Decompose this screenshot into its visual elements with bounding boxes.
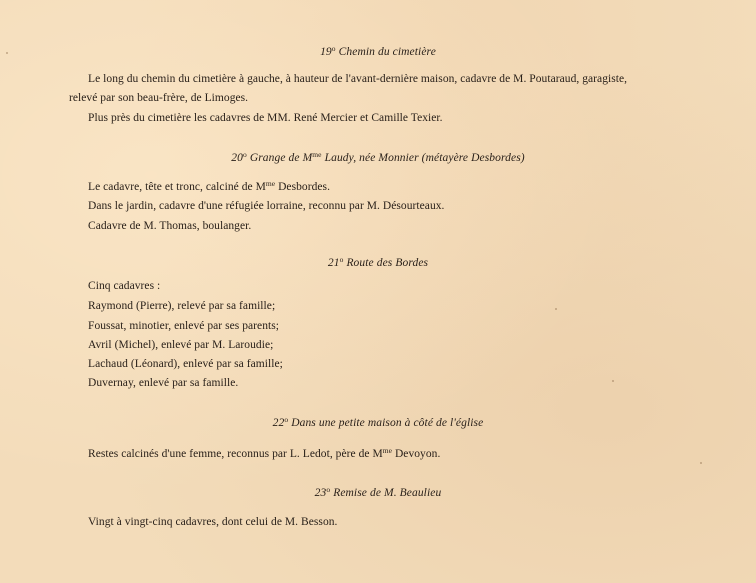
text-sup: me [265,179,276,188]
text-part: Restes calcinés d'une femme, reconnus par L. Ledot, père de M [88,448,383,460]
section-number: 20 [231,152,243,164]
paragraph-line [88,446,440,460]
paper-speck [700,462,702,464]
section-title: Route des Bordes [346,257,429,269]
section-23-heading [0,485,756,499]
section-title-rest: Laudy, née Monnier (métayère Desbordes) [324,152,525,164]
section-title: Grange de M [249,152,313,164]
paragraph-line [88,179,330,193]
section-number: 19 [320,46,332,58]
paragraph-line: Lachaud (Léonard), enlevé par sa famille; [88,358,283,370]
section-number: 21 [327,257,340,269]
section-19-heading [0,44,756,58]
section-number-sup: o [326,485,331,494]
paragraph-line: Raymond (Pierre), relevé par sa famille; [88,300,276,312]
section-21-heading [0,255,756,269]
paragraph-line: Avril (Michel), enlevé par M. Laroudie; [88,339,274,351]
section-title: Chemin du cimetière [338,46,436,58]
section-number: 22 [272,417,285,429]
paper-speck [555,308,557,310]
section-number: 23 [314,487,327,499]
paper-speck [612,380,614,382]
text-part: Desbordes. [278,181,330,193]
paragraph-line: Duvernay, enlevé par sa famille. [88,377,239,389]
section-number-sup: o [339,255,344,264]
paragraph-line: relevé par son beau-frère, de Limoges. [69,92,249,104]
section-20-heading [0,150,756,164]
paragraph-line: Foussat, minotier, enlevé par ses parents; [88,320,280,332]
section-number-sup: o [331,44,336,53]
section-title: Remise de M. Beaulieu [333,487,442,499]
paragraph-line: Dans le jardin, cadavre d'une réfugiée lorraine, reconnu par M. Désourteaux. [88,200,445,212]
paragraph-line: Cadavre de M. Thomas, boulanger. [88,220,252,232]
paper-speck [6,52,8,54]
section-22-heading [0,415,756,429]
text-part: Le cadavre, tête et tronc, calciné de M [88,181,266,193]
paragraph-line: Vingt à vingt-cinq cadavres, dont celui de M. Besson. [88,516,338,528]
section-number-sup: o [242,150,247,159]
text-part: Devoyon. [394,448,441,460]
text-sup: me [382,446,393,455]
title-sup: me [312,150,322,159]
section-number-sup: o [284,415,289,424]
paragraph-line: Cinq cadavres : [88,280,161,292]
section-title: Dans une petite maison à côté de l'église [291,417,484,429]
paragraph-line: Le long du chemin du cimetière à gauche, à hauteur de l'avant-dernière maison, cadavre de M. Poutaraud, garagiste, [88,73,628,85]
paragraph-line: Plus près du cimetière les cadavres de MM. René Mercier et Camille Texier. [88,112,443,124]
